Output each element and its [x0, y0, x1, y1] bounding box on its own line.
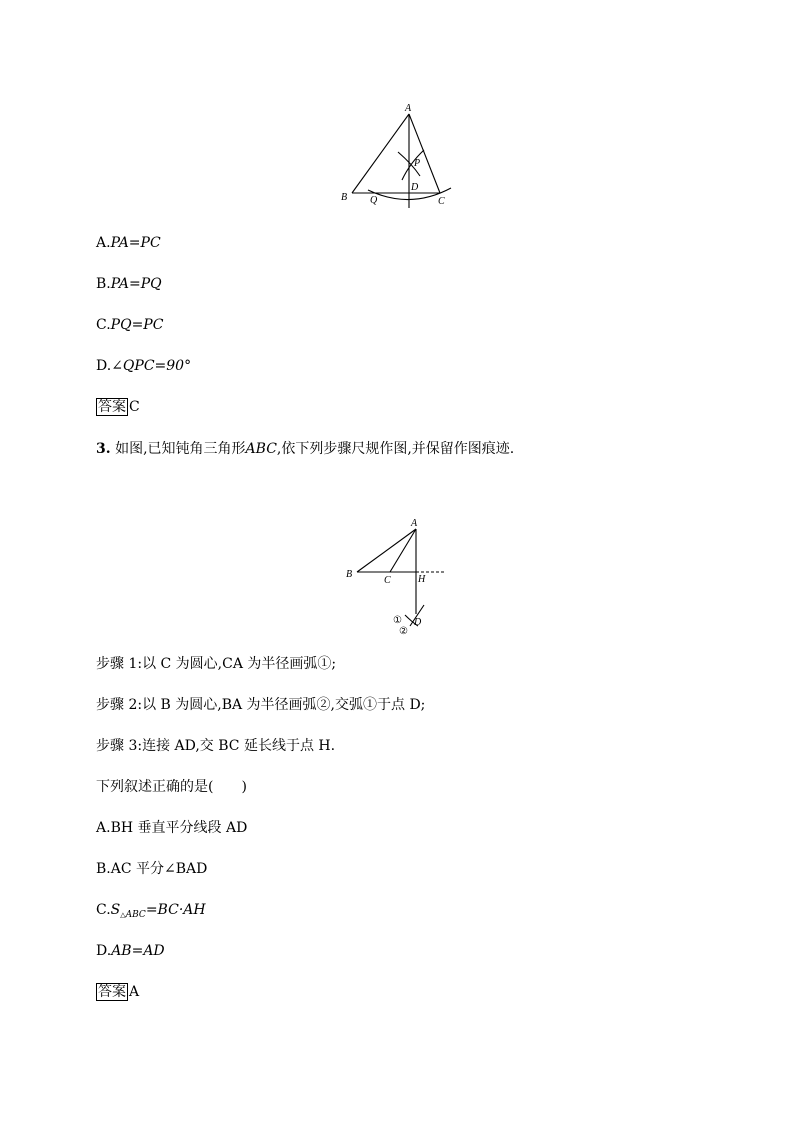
q3-option-d: D.AB=AD: [96, 943, 165, 959]
label-b-2: B: [346, 569, 353, 580]
q3-answer: [96, 983, 139, 1001]
label-h: H: [418, 574, 426, 585]
q3-step-3: 步骤 3:连接 AD,交 BC 延长线于点 H.: [96, 738, 336, 754]
arc-bottom: [368, 188, 451, 200]
q2-option-d: D.∠QPC=90°: [96, 358, 192, 374]
side-ac-2: [390, 529, 416, 572]
label-p: P: [414, 158, 421, 169]
answer-label-box: 答案: [98, 399, 126, 415]
side-ac: [409, 114, 440, 193]
arc-upper-1: [398, 152, 420, 176]
q3-step-1: 步骤 1:以 C 为圆心,CA 为半径画弧①;: [96, 656, 337, 672]
q2-option-c: C.PQ=PC: [96, 317, 164, 333]
q3-option-a: A.BH 垂直平分线段 AD: [96, 820, 248, 836]
label-circle-2: ②: [399, 626, 408, 637]
q2-answer: [96, 398, 140, 416]
label-c-2: C: [384, 575, 391, 586]
q2-answer-value: C: [129, 399, 140, 415]
q3-number: 3.: [96, 441, 111, 457]
label-b: B: [341, 192, 348, 203]
label-d: D: [411, 182, 419, 193]
label-a-2: A: [411, 518, 418, 529]
arc-2: [410, 605, 424, 626]
q3-step-2: 步骤 2:以 B 为圆心,BA 为半径画弧②,交弧①于点 D;: [96, 697, 426, 713]
q2-option-b: B.PA=PQ: [96, 276, 162, 292]
q3-answer-value: A: [129, 984, 140, 1000]
q3-option-b: B.AC 平分∠BAD: [96, 861, 208, 877]
q3-stem: 3. 如图,已知钝角三角形ABC,依下列步骤尺规作图,并保留作图痕迹.: [96, 441, 515, 457]
label-q: Q: [370, 195, 378, 206]
q3-option-c: $C.S_{\triangle ABC}=BC\cdot AH$: [96, 902, 206, 920]
label-c: C: [438, 196, 445, 207]
q2-option-a: A.PA=PC: [96, 235, 161, 251]
label-circle-1: ①: [393, 615, 402, 626]
side-ab-2: [357, 529, 416, 572]
label-a: A: [405, 103, 412, 114]
side-ab: [352, 114, 409, 193]
label-d-2: D: [414, 617, 422, 628]
arc-upper-2: [402, 150, 424, 180]
answer-label-box-2: 答案: [98, 984, 126, 1000]
q3-question: 下列叙述正确的是( ): [96, 779, 247, 795]
arc-1: [405, 615, 418, 626]
